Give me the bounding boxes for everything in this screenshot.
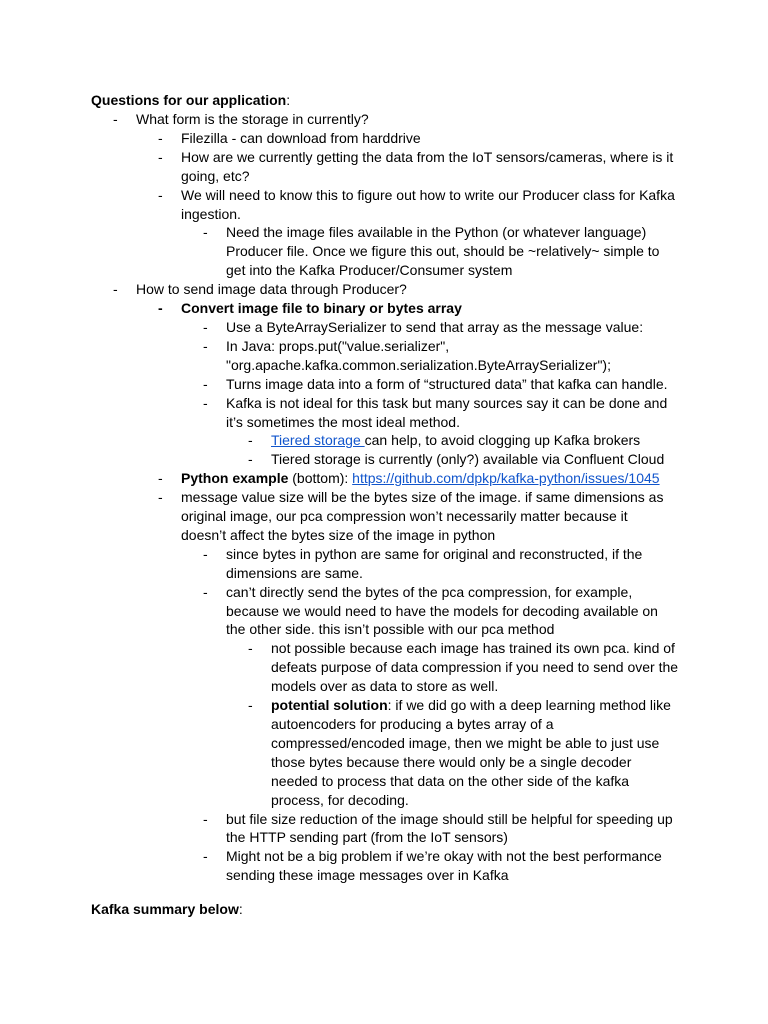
item-text: What form is the storage in currently?	[136, 111, 369, 127]
item-text: but file size reduction of the image should still be helpful for speeding up the HTTP sending part (from the IoT sensors)	[226, 810, 673, 846]
list-item-file-size	[0, 810, 676, 848]
bullet-dash: -	[203, 375, 208, 392]
heading-kafka-colon: :	[238, 901, 243, 917]
list-item-tiered	[0, 431, 681, 450]
item-text: Might not be a big problem if we’re okay with not the best performance sending these image messages over in Kafka	[226, 848, 662, 884]
item-text: message value size will be the bytes size of the image. if same dimensions as original image, our pca compression won’t necessarily matter because it doesn’t affect the bytes size of the image in python	[181, 489, 664, 543]
bullet-dash: -	[248, 432, 253, 449]
list-item-need-know	[0, 186, 676, 224]
list-item-filezilla	[0, 129, 676, 148]
bullet-dash: -	[203, 337, 208, 354]
item-text: Kafka is not ideal for this task but many sources say it can be done and it’s sometimes the most ideal method.	[226, 394, 668, 430]
bullet-dash: -	[203, 318, 208, 335]
item-text: Turns image data into a form of “structured data” that kafka can handle.	[226, 375, 668, 392]
bullet-dash: -	[158, 148, 163, 165]
list-item-potential	[0, 696, 681, 809]
bullet-dash: -	[203, 583, 208, 600]
item-text-bold: potential solution	[271, 697, 388, 714]
item-text: (bottom):	[288, 470, 353, 487]
bullet-dash: -	[158, 489, 163, 506]
item-text: not possible because each image has trained its own pca. kind of defeats purpose of data compression if you need to send over the models over as data to store as well.	[271, 640, 679, 695]
bullet-dash: -	[248, 451, 253, 468]
list-item-convert	[0, 299, 676, 318]
list-item-might-not	[0, 847, 676, 885]
item-text: Filezilla - can download from harddrive	[181, 129, 421, 146]
list-item-need-files	[0, 223, 676, 280]
bullet-dash: -	[203, 224, 208, 241]
item-text: since bytes in python are same for original and reconstructed, if the dimensions are same.	[226, 545, 643, 581]
item-text: How are we currently getting the data from the IoT sensors/cameras, where is it going, etc?	[181, 148, 674, 184]
item-text: In Java: props.put("value.serializer", "org.apache.kafka.common.serialization.ByteArraySerializer");	[226, 337, 611, 373]
list-item-java	[0, 337, 676, 375]
heading-questions	[91, 91, 290, 110]
bullet-dash: -	[158, 300, 163, 317]
item-text: can help, to avoid clogging up Kafka brokers	[364, 432, 641, 449]
notes-list	[0, 110, 768, 885]
bullet-dash: -	[113, 111, 118, 127]
item-text: Use a ByteArraySerializer to send that array as the message value:	[226, 318, 644, 335]
bullet-dash: -	[158, 129, 163, 146]
item-text: can’t directly send the bytes of the pca compression, for example, because we would need to have the models for decoding available on the other side. this isn’t possible with our pca method	[226, 583, 658, 638]
heading-kafka-summary	[91, 900, 243, 919]
list-item-tiered-avail	[0, 450, 681, 469]
list-item-send	[0, 280, 676, 299]
heading-questions-bold: Questions for our application	[91, 92, 287, 108]
list-item-storage	[0, 110, 676, 129]
list-item-iot	[0, 148, 676, 186]
tiered-storage-link[interactable]: Tiered storage	[271, 432, 365, 449]
list-item-python	[0, 469, 676, 488]
bullet-dash: -	[158, 186, 163, 203]
bullet-dash: -	[203, 545, 208, 562]
list-item-structured	[0, 375, 676, 394]
bullet-dash: -	[203, 810, 208, 827]
list-item-not-ideal	[0, 394, 676, 432]
bullet-dash: -	[203, 848, 208, 865]
item-text: Tiered storage is currently (only?) available via Confluent Cloud	[271, 451, 665, 468]
item-text: Convert image file to binary or bytes array	[181, 300, 462, 317]
item-text: : if we did go with a deep learning method like autoencoders for producing a bytes array of a compressed/encoded image, then we might be able to just use those bytes because there would only be a single decoder needed to process that data on the other side of the kafka process, for decoding.	[271, 697, 671, 808]
heading-kafka-bold: Kafka summary below	[91, 901, 239, 917]
list-item-since-bytes	[0, 545, 676, 583]
list-item-serializer	[0, 318, 676, 337]
bullet-dash: -	[248, 697, 253, 714]
heading-questions-colon: :	[286, 92, 291, 108]
item-text: Need the image files available in the Python (or whatever language) Producer file. Once we figure this out, should be ~relatively~ simple to get into the Kafka Producer/Consumer system	[226, 224, 660, 279]
github-issue-link[interactable]: https://github.com/dpkp/kafka-python/issues/1045	[352, 470, 660, 487]
item-text-bold: Python example	[181, 470, 289, 487]
item-text: We will need to know this to figure out how to write our Producer class for Kafka ingestion.	[181, 186, 675, 222]
list-item-msg-size	[0, 488, 676, 545]
bullet-dash: -	[113, 281, 118, 298]
list-item-not-possible	[0, 639, 681, 696]
bullet-dash: -	[158, 470, 163, 487]
list-item-cant-send	[0, 583, 676, 640]
bullet-dash: -	[203, 394, 208, 411]
bullet-dash: -	[248, 640, 253, 657]
item-text: How to send image data through Producer?	[136, 281, 407, 298]
